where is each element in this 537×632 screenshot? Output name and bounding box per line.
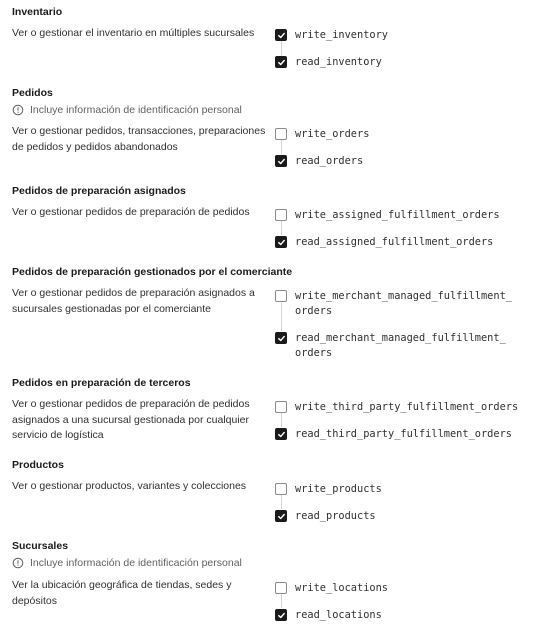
- section-description-sucursales: Ver la ubicación geográfica de tiendas, sedes y depósitos: [12, 579, 232, 607]
- scope-label-read-third-party: read_third_party_fulfillment_orders: [295, 428, 512, 440]
- check-icon: [277, 157, 286, 166]
- checkbox-write-inventory[interactable]: [275, 29, 287, 41]
- info-circle-icon: [12, 557, 24, 569]
- scope-row-read-products[interactable]: [275, 509, 376, 524]
- scope-connector: [281, 495, 282, 509]
- scope-row-write-products[interactable]: [275, 482, 382, 497]
- scope-connector: [281, 221, 282, 235]
- scope-label-line: write_merchant_managed_fulfillment_: [295, 290, 512, 302]
- info-circle-icon: [12, 104, 24, 116]
- scope-label-write-assigned: write_assigned_fulfillment_orders: [295, 209, 500, 221]
- scope-label-read-products: read_products: [295, 510, 376, 522]
- checkbox-write-assigned[interactable]: [275, 209, 287, 221]
- scope-row-write-orders[interactable]: [275, 127, 369, 142]
- check-icon: [277, 238, 286, 247]
- check-icon: [277, 430, 286, 439]
- scope-row-read-assigned[interactable]: [275, 235, 493, 250]
- scope-label-line: orders: [295, 347, 333, 359]
- checkbox-read-locations[interactable]: [275, 609, 287, 621]
- scope-row-read-inventory[interactable]: [275, 55, 382, 70]
- checkbox-write-products[interactable]: [275, 483, 287, 495]
- checkbox-read-orders[interactable]: [275, 155, 287, 167]
- section-description-inventario: Ver o gestionar el inventario en múltiples sucursales: [12, 27, 255, 39]
- pii-note-text: Incluye información de identificación personal: [30, 104, 242, 116]
- section-title-inventario: Inventario: [12, 6, 63, 18]
- scope-label-read-inventory: read_inventory: [295, 56, 382, 68]
- scope-label-write-inventory: write_inventory: [295, 29, 388, 41]
- check-icon: [277, 31, 286, 40]
- scope-row-read-orders[interactable]: [275, 154, 363, 169]
- scope-label-write-orders: write_orders: [295, 128, 370, 140]
- checkbox-write-merchant-managed[interactable]: [275, 290, 287, 302]
- scope-row-write-third-party[interactable]: [275, 400, 518, 415]
- checkbox-read-products[interactable]: [275, 510, 287, 522]
- scope-connector: [281, 413, 282, 427]
- section-title-assigned: Pedidos de preparación asignados: [12, 185, 186, 197]
- scope-row-read-locations[interactable]: [275, 608, 382, 623]
- section-description-pedidos: Ver o gestionar pedidos, transacciones, preparaciones de pedidos y pedidos abandonados: [12, 125, 266, 153]
- scope-label-write-locations: write_locations: [295, 582, 388, 594]
- scope-label-write-products: write_products: [295, 483, 382, 495]
- section-title-sucursales: Sucursales: [12, 540, 69, 552]
- scope-row-read-third-party[interactable]: [275, 427, 512, 442]
- section-description-assigned: Ver o gestionar pedidos de preparación de pedidos: [12, 206, 250, 218]
- section-title-third-party: Pedidos en preparación de terceros: [12, 377, 191, 389]
- section-title-pedidos: Pedidos: [12, 87, 53, 99]
- scope-label-read-assigned: read_assigned_fulfillment_orders: [295, 236, 494, 248]
- scope-label-line: read_merchant_managed_fulfillment_: [295, 332, 506, 344]
- pii-note-text: Incluye información de identificación personal: [30, 557, 242, 569]
- scope-label-read-orders: read_orders: [295, 155, 364, 167]
- check-icon: [277, 611, 286, 620]
- scope-row-write-locations[interactable]: [275, 581, 388, 596]
- section-description-merchant-managed: Ver o gestionar pedidos de preparación asignados a sucursales gestionadas por el comerciante: [12, 287, 255, 315]
- scope-connector: [281, 140, 282, 154]
- scope-connector: [281, 594, 282, 608]
- checkbox-read-third-party[interactable]: [275, 428, 287, 440]
- scope-row-write-merchant-managed[interactable]: [275, 289, 512, 319]
- pii-note-sucursales: [12, 557, 242, 569]
- checkbox-write-locations[interactable]: [275, 582, 287, 594]
- scope-label-read-locations: read_locations: [295, 609, 382, 621]
- check-icon: [277, 58, 286, 67]
- section-title-productos: Productos: [12, 459, 64, 471]
- scope-row-write-assigned[interactable]: [275, 208, 500, 223]
- checkbox-write-third-party[interactable]: [275, 401, 287, 413]
- checkbox-read-merchant-managed[interactable]: [275, 332, 287, 344]
- scope-label-line: orders: [295, 305, 333, 317]
- scope-row-read-merchant-managed[interactable]: [275, 331, 506, 361]
- section-description-productos: Ver o gestionar productos, variantes y colecciones: [12, 480, 247, 492]
- scope-label-write-third-party: write_third_party_fulfillment_orders: [295, 401, 519, 413]
- section-description-third-party: Ver o gestionar pedidos de preparación de pedidos asignados a una sucursal gestionada por cualquier servicio de logística: [12, 398, 250, 441]
- section-title-merchant-managed: Pedidos de preparación gestionados por el comerciante: [12, 266, 293, 278]
- check-icon: [277, 512, 286, 521]
- pii-note-pedidos: [12, 104, 242, 116]
- checkbox-read-inventory[interactable]: [275, 56, 287, 68]
- check-icon: [277, 334, 286, 343]
- scope-row-write-inventory[interactable]: [275, 28, 388, 43]
- scope-label-read-merchant-managed: [295, 331, 506, 361]
- checkbox-write-orders[interactable]: [275, 128, 287, 140]
- scope-label-write-merchant-managed: [295, 289, 512, 319]
- checkbox-read-assigned[interactable]: [275, 236, 287, 248]
